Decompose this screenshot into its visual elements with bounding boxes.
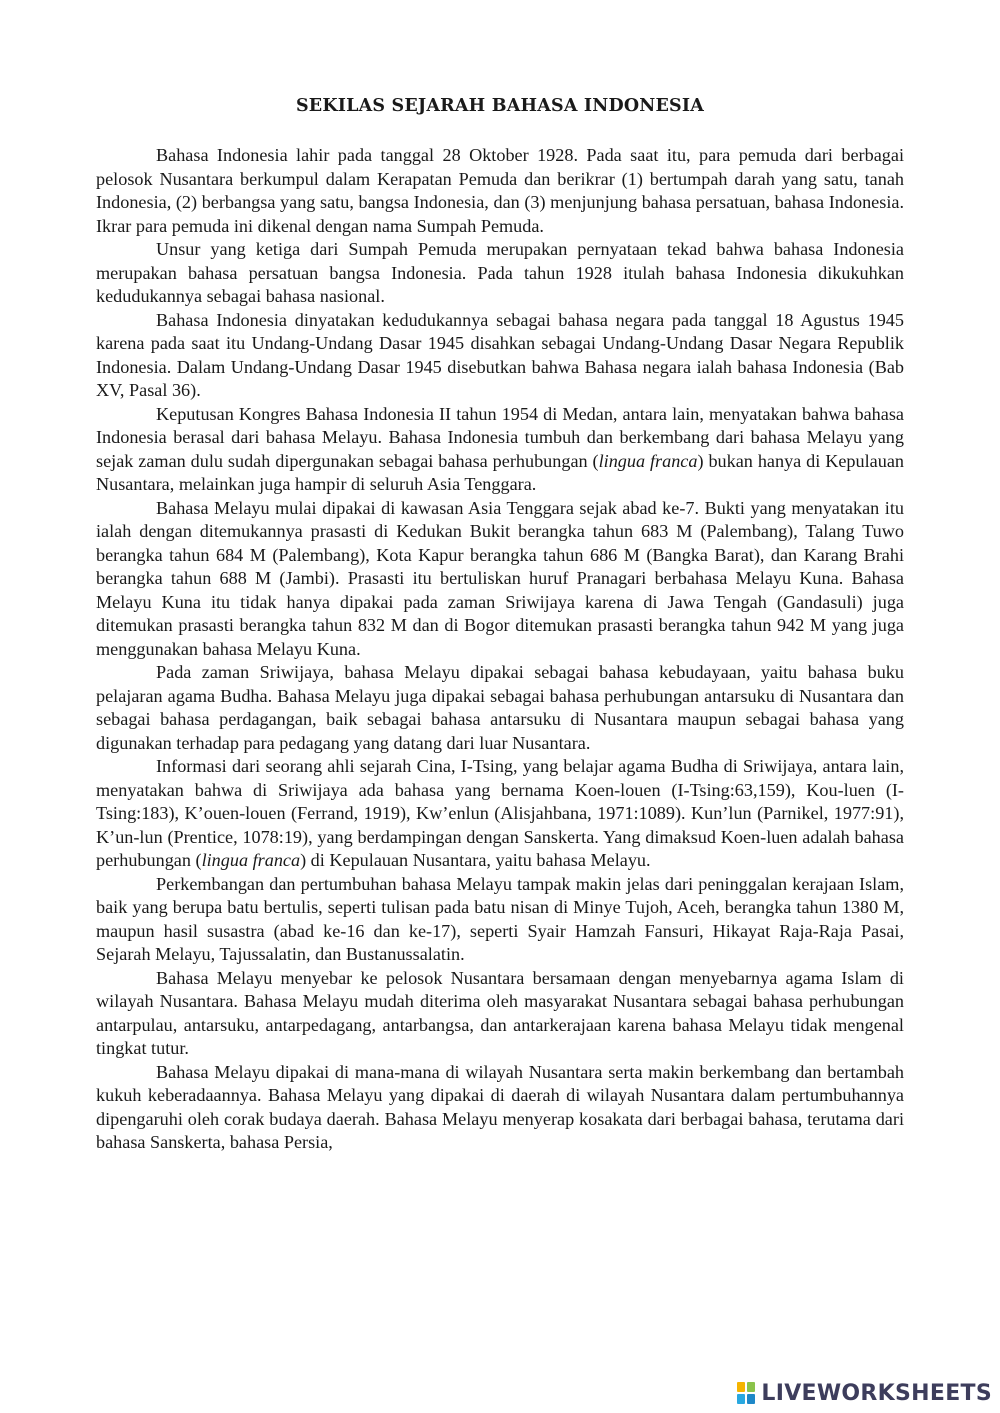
liveworksheets-logo-icon (737, 1382, 755, 1404)
paragraph-text: Perkembangan dan pertumbuhan bahasa Melayu tampak makin jelas dari peninggalan kerajaan Islam, baik yang berupa batu bertulis, seperti tulisan pada batu nisan di Minye Tujoh, Aceh, berangka tahun 1380 M, maupun hasil susastra (abad ke-16 dan ke-17), seperti Syair Hamzah Fansuri, Hikayat Raja-Raja Pasai, Sejarah Melayu, Tajussalatin, dan Bustanussalatin. (96, 873, 904, 964)
paragraph (96, 755, 904, 873)
paragraph-text: ) bukan hanya di Kepulauan Nusantara, melainkan juga hampir di seluruh Asia Tenggara. (96, 450, 905, 494)
paragraph (96, 1061, 904, 1155)
page-title: SEKILAS SEJARAH BAHASA INDONESIA (295, 96, 705, 116)
paragraph-text: Pada zaman Sriwijaya, bahasa Melayu dipakai sebagai bahasa kebudayaan, yaitu bahasa buku pelajaran agama Budha. Bahasa Melayu juga dipakai sebagai bahasa perhubungan antarsuku di Nusantara dan sebagai bahasa perdagangan, baik sebagai bahasa antarsuku di Nusantara maupun sebagai bahasa yang digunakan terhadap para pedagang yang datang dari luar Nusantara. (96, 662, 904, 753)
liveworksheets-logo[interactable] (737, 1381, 992, 1405)
paragraph-text: Unsur yang ketiga dari Sumpah Pemuda merupakan pernyataan tekad bahwa bahasa Indonesia merupakan bahasa persatuan bangsa Indonesia. Pada tahun 1928 itulah bahasa Indonesia dikukuhkan kedudukannya sebagai bahasa nasional. (96, 239, 904, 306)
logo-square-1 (737, 1382, 745, 1392)
paragraph-text: Bahasa Melayu menyebar ke pelosok Nusantara bersamaan dengan menyebarnya agama Islam di wilayah Nusantara. Bahasa Melayu mudah diterima oleh masyarakat Nusantara sebagai bahasa perhubungan antarpulau, antarsuku, antarpedagang, antarbangsa, dan antarkerajaan karena bahasa Melayu tidak mengenal tingkat tutur. (96, 967, 904, 1058)
paragraph-text: Bahasa Indonesia lahir pada tanggal 28 Oktober 1928. Pada saat itu, para pemuda dari berbagai pelosok Nusantara berkumpul dalam Kerapatan Pemuda dan berikrar (1) bertumpah darah yang satu, tanah Indonesia, (2) berbangsa yang satu, bangsa Indonesia, dan (3) menjunjung bahasa persatuan, bahasa Indonesia. Ikrar para pemuda ini dikenal dengan nama Sumpah Pemuda. (96, 145, 904, 236)
italic-term: lingua franca (201, 850, 301, 870)
paragraph (96, 967, 904, 1061)
paragraph-text: Keputusan Kongres Bahasa Indonesia II tahun 1954 di Medan, antara lain, menyatakan bahwa bahasa Indonesia berasal dari bahasa Melayu. Bahasa Indonesia tumbuh dan berkembang dari bahasa Melayu yang sejak zaman dulu sudah dipergunakan sebagai bahasa perhubungan ( (96, 403, 904, 471)
logo-square-4 (747, 1394, 755, 1404)
document-body (96, 144, 904, 1155)
paragraph-text: Bahasa Indonesia dinyatakan kedudukannya sebagai bahasa negara pada tanggal 18 Agustus 1945 karena pada saat itu Undang-Undang Dasar 1945 disahkan sebagai Undang-Undang Dasar Negara Republik Indonesia. Dalam Undang-Undang Dasar 1945 disebutkan bahwa Bahasa negara ialah bahasa Indonesia (Bab XV, Pasal 36). (96, 309, 904, 400)
paragraph (96, 661, 904, 755)
italic-term: lingua franca (598, 450, 698, 471)
paragraph (96, 238, 904, 309)
document-page (96, 96, 904, 1155)
paragraph-text: Informasi dari seorang ahli sejarah Cina, I-Tsing, yang belajar agama Budha di Sriwijaya, antara lain, menyatakan bahwa di Sriwijaya ada bahasa yang bernama Koen-louen (I-Tsing:63,159), Kou-luen (I-Tsing:183), K’ouen-louen (Ferrand, 1919), Kw’enlun (Alisjahbana, 1971:1089). Kun’lun (Parnikel, 1977:91), K’un-lun (Prentice, 1078:19), yang berdampingan dengan Sanskerta. Yang dimaksud Koen-luen adalah bahasa perhubungan ( (96, 756, 904, 870)
brand-name: LIVEWORKSHEETS (761, 1380, 992, 1406)
paragraph-text: Bahasa Melayu mulai dipakai di kawasan Asia Tenggara sejak abad ke-7. Bukti yang menyatakan itu ialah dengan ditemukannya prasasti di Kedukan Bukit berangka tahun 683 M (Palembang), Talang Tuwo berangka tahun 684 M (Palembang), Kota Kapur berangka tahun 686 M (Bangka Barat), dan Karang Brahi berangka tahun 688 M (Jambi). Prasasti itu bertuliskan huruf Pranagari berbahasa Melayu Kuna. Bahasa Melayu Kuna itu tidak hanya dipakai pada zaman Sriwijaya karena di Jawa Tengah (Gandasuli) juga ditemukan prasasti berangka tahun 832 M dan di Bogor ditemukan prasasti berangka tahun 942 M yang juga menggunakan bahasa Melayu Kuna. (96, 497, 904, 659)
paragraph (96, 144, 904, 238)
paragraph (96, 497, 904, 662)
paragraph-text: Bahasa Melayu dipakai di mana-mana di wilayah Nusantara serta makin berkembang dan bertambah kukuh keberadaannya. Bahasa Melayu yang dipakai di daerah di wilayah Nusantara dalam pertumbuhannya dipengaruhi oleh corak budaya daerah. Bahasa Melayu menyerap kosakata dari berbagai bahasa, terutama dari bahasa Sanskerta, bahasa Persia, (96, 1061, 904, 1152)
logo-square-2 (747, 1382, 755, 1392)
paragraph (96, 403, 904, 497)
paragraph (96, 309, 904, 403)
paragraph (96, 873, 904, 967)
paragraph-text: ) di Kepulauan Nusantara, yaitu bahasa Melayu. (300, 850, 651, 870)
logo-square-3 (737, 1394, 745, 1404)
